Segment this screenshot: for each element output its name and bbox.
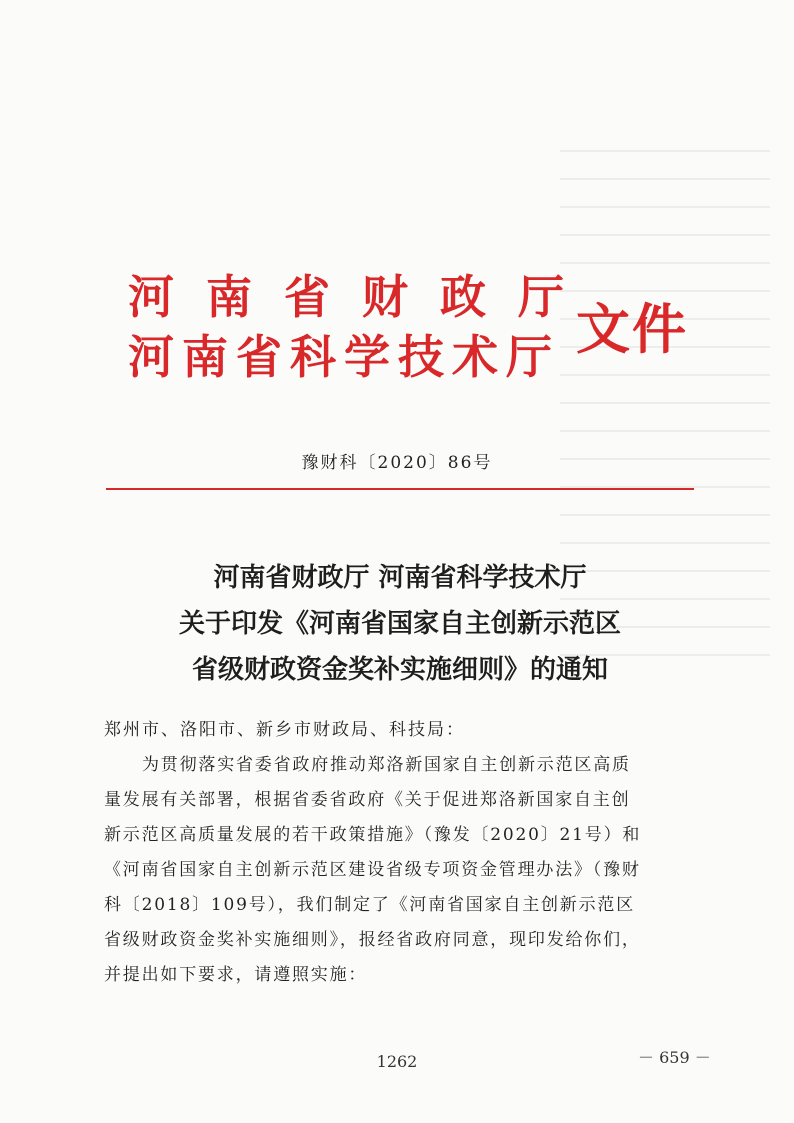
paragraph-line: 新示范区高质量发展的若干政策措施》（豫发〔2020〕21号）和 bbox=[104, 825, 642, 845]
paragraph-line: 量发展有关部署，根据省委省政府《关于促进郑洛新国家自主创 bbox=[104, 790, 631, 810]
letterhead-document-word: 文件 bbox=[576, 298, 688, 361]
letterhead bbox=[128, 270, 688, 400]
title-line: 关于印发《河南省国家自主创新示范区 bbox=[178, 609, 621, 639]
letterhead-org-finance: 河南省财政厅 bbox=[128, 270, 596, 324]
page-number-compiled: 1262 bbox=[376, 1052, 418, 1071]
document-number: 豫财科〔2020〕86号 bbox=[301, 453, 493, 473]
page-number-original: － 659 － bbox=[638, 1048, 711, 1067]
paragraph-line: 《河南省国家自主创新示范区建设省级专项资金管理办法》（豫财 bbox=[104, 860, 641, 880]
document-title bbox=[100, 555, 700, 693]
red-divider-line bbox=[106, 488, 694, 490]
paragraph-line: 并提出如下要求，请遵照实施： bbox=[104, 965, 368, 985]
paragraph-line: 省级财政资金奖补实施细则》，报经省政府同意，现印发给你们， bbox=[104, 930, 641, 950]
salutation: 郑州市、洛阳市、新乡市财政局、科技局： bbox=[104, 720, 465, 740]
paragraph-line: 为贯彻落实省委省政府推动郑洛新国家自主创新示范区高质 bbox=[142, 755, 631, 775]
title-line: 河南省财政厅 河南省科学技术厅 bbox=[213, 563, 587, 593]
title-line: 省级财政资金奖补实施细则》的通知 bbox=[191, 655, 608, 685]
letterhead-org-science: 河南省科学技术厅 bbox=[128, 330, 560, 384]
document-body bbox=[104, 712, 698, 993]
paragraph-line: 科〔2018〕109号），我们制定了《河南省国家自主创新示范区 bbox=[104, 895, 636, 915]
